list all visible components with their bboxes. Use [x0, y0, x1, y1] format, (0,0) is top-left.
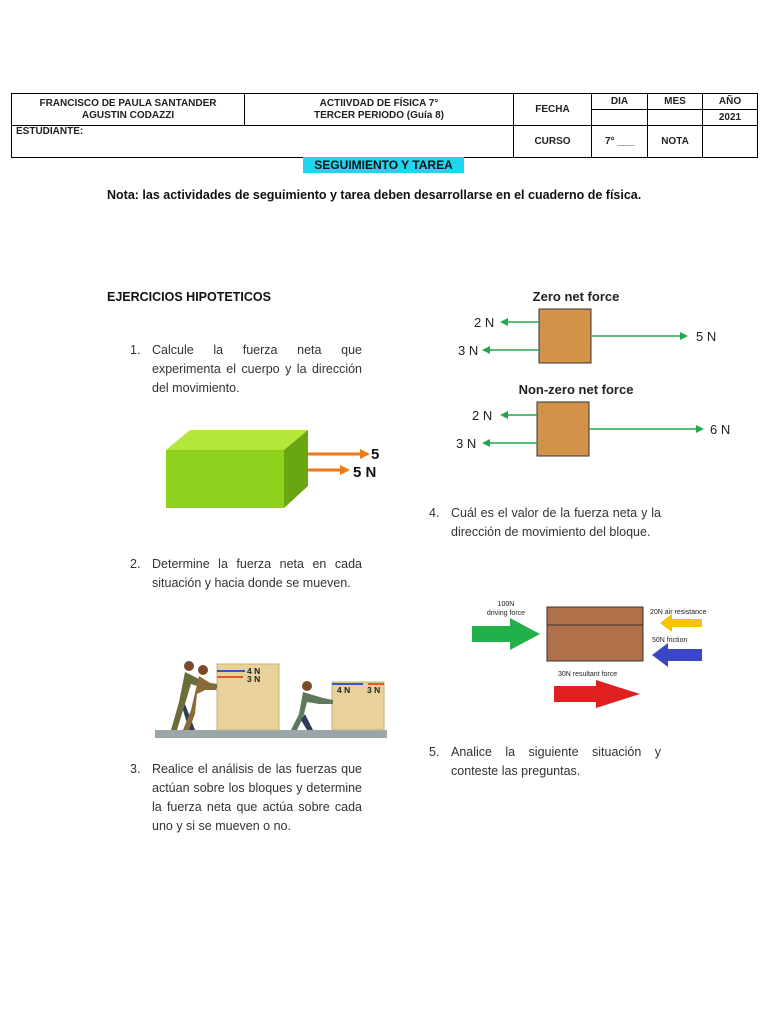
school-line-1: FRANCISCO DE PAULA SANTANDER	[39, 97, 217, 109]
force-label: 5 N	[696, 329, 717, 344]
green-box-figure	[160, 424, 390, 514]
mes-field[interactable]	[648, 110, 703, 126]
year-value: 2021	[703, 110, 758, 126]
activity-line-2: TERCER PERIODO (Guía 8)	[313, 109, 444, 121]
net-force-figure	[448, 284, 748, 464]
note-text: Nota: las actividades de seguimiento y tarea deben desarrollarse en el cuaderno de física.	[107, 188, 642, 202]
force-label: 3 N	[247, 674, 261, 684]
header-table	[11, 93, 758, 158]
school-name-cell	[12, 94, 245, 126]
force-label: 6 N	[710, 422, 731, 437]
non-zero-net-force-title: Non-zero net force	[518, 382, 634, 397]
question-number: 5.	[429, 745, 440, 759]
question-text: Analice la siguiente situación y conteste las preguntas.	[451, 745, 661, 778]
force-label: 3 N	[367, 685, 381, 695]
section-title: EJERCICIOS HIPOTETICOS	[107, 290, 271, 304]
driving-force-value: 100N	[497, 601, 515, 608]
arrow-head-icon	[340, 465, 350, 475]
question-5	[429, 743, 661, 781]
ano-label: AÑO	[703, 94, 758, 110]
box-front-face	[166, 450, 284, 508]
force-label-bottom: 5 N	[353, 464, 377, 481]
resultant-force-arrow	[554, 680, 640, 708]
question-number: 1.	[130, 343, 141, 357]
air-resistance-arrow	[660, 614, 702, 632]
question-2	[130, 555, 362, 593]
question-text: Determine la fuerza neta en cada situación y hacia donde se mueven.	[152, 557, 362, 590]
block-top	[547, 607, 643, 625]
pusher-person-icon	[291, 681, 333, 730]
block-nonzero	[537, 402, 589, 456]
arrow-head-icon	[482, 346, 490, 354]
floor	[155, 730, 387, 738]
question-text: Calcule la fuerza neta que experimenta el cuerpo y la dirección del movimiento.	[152, 343, 362, 395]
student-field[interactable]	[12, 126, 514, 158]
zero-net-force-title: Zero net force	[532, 289, 620, 304]
arrow-head-icon	[360, 449, 370, 459]
arrow-head-icon	[500, 411, 508, 419]
resultant-force-figure	[468, 594, 718, 716]
driving-force-label: driving force	[486, 610, 526, 617]
arrow-head-icon	[500, 318, 508, 326]
school-line-2: AGUSTIN CODAZZI	[81, 109, 175, 121]
air-resistance-label: 20N air resistance	[650, 609, 707, 616]
question-text: Realice el análisis de las fuerzas que actúan sobre los bloques y determine la fuerza neta que actúa sobre cada uno y si se mueven o no.	[152, 762, 362, 833]
question-number: 4.	[429, 506, 440, 520]
dia-label: DIA	[592, 94, 648, 110]
block-bottom	[547, 625, 643, 661]
force-label: 3 N	[456, 436, 477, 451]
curso-label: CURSO	[514, 126, 592, 158]
question-3	[130, 760, 362, 836]
activity-cell	[245, 94, 514, 126]
box-top-face	[166, 430, 308, 450]
force-label: 4 N	[337, 685, 351, 695]
friction-arrow	[652, 643, 702, 667]
force-label: 4 N	[247, 666, 261, 676]
arrow-head-icon	[696, 425, 704, 433]
banner-title: SEGUIMIENTO Y TAREA	[303, 157, 464, 173]
question-text: Cuál es el valor de la fuerza neta y la dirección de movimiento del bloque.	[451, 506, 661, 539]
pusher-person-icon	[171, 661, 217, 730]
dia-field[interactable]	[592, 110, 648, 126]
driving-force-arrow	[472, 618, 540, 650]
fecha-label: FECHA	[514, 94, 592, 126]
force-label: 3 N	[458, 343, 479, 358]
force-label: 2 N	[472, 408, 493, 423]
question-1	[130, 341, 362, 398]
question-number: 3.	[130, 762, 141, 776]
resultant-force-label: 30N resultant force	[558, 671, 618, 678]
activity-line-1: ACTIIVDAD DE FÍSICA 7°	[319, 97, 439, 109]
friction-label: 50N friction	[652, 637, 688, 644]
arrow-head-icon	[482, 439, 490, 447]
force-label-top: 5	[371, 446, 380, 463]
question-4	[429, 504, 661, 542]
nota-field[interactable]	[703, 126, 758, 158]
pushers-figure	[155, 654, 387, 740]
question-number: 2.	[130, 557, 141, 571]
student-label: ESTUDIANTE:	[16, 126, 84, 137]
arrow-head-icon	[680, 332, 688, 340]
curso-value[interactable]: 7° ___	[592, 126, 648, 158]
nota-label: NOTA	[648, 126, 703, 158]
block-zero	[539, 309, 591, 363]
mes-label: MES	[648, 94, 703, 110]
force-label: 2 N	[474, 315, 495, 330]
